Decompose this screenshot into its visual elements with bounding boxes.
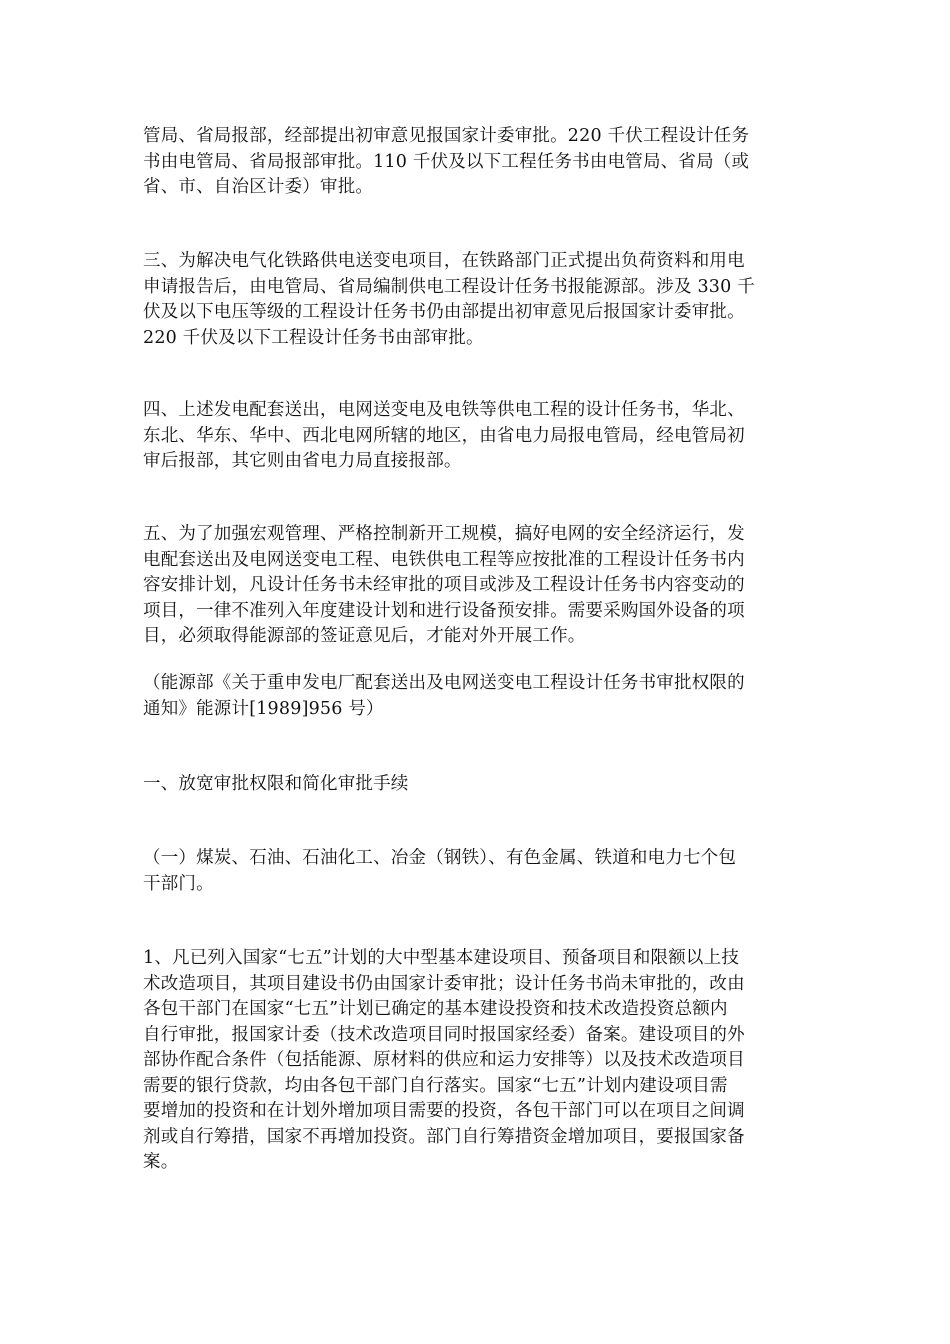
text-line: 220 千伏及以下工程设计任务书由部审批。 (143, 327, 484, 348)
text-line: 伏及以下电压等级的工程设计任务书仍由部提出初审意见后报国家计委审批。 (143, 302, 745, 322)
text-line: 管局、省局报部，经部提出初审意见报国家计委审批。220 千伏工程设计任务 (143, 126, 750, 146)
text-line: 案。 (143, 1152, 179, 1172)
text-line: 部协作配合条件（包括能源、原材料的供应和运力安排等）以及技术改造项目 (143, 1050, 745, 1070)
text-line: 目，必须取得能源部的签证意见后，才能对外开展工作。 (143, 626, 586, 646)
text-line: 通知》能源计[1989]956 号） (143, 698, 384, 719)
text-line: 三、为解决电气化铁路供电送变电项目，在铁路部门正式提出负荷资料和用电 (143, 251, 745, 271)
text-line: 各包干部门在国家“七五”计划已确定的基本建设投资和技术改造投资总额内 (143, 999, 728, 1019)
paragraph-source-citation (143, 671, 808, 722)
text-line: 省、市、自治区计委）审批。 (143, 177, 374, 197)
text-line: 干部门。 (143, 873, 214, 894)
text-line: 电配套送出及电网送变电工程、电铁供电工程等应按批准的工程设计任务书内 (143, 549, 745, 570)
text-line: 申请报告后，由电管局、省局编制供电工程设计任务书报能源部。涉及 330 千 (143, 276, 755, 297)
text-line: 审后报部，其它则由省电力局直接报部。 (143, 451, 462, 471)
text-line: 四、上述发电配套送出，电网送变电及电铁等供电工程的设计任务书，华北、 (143, 400, 745, 420)
text-line: 剂或自行筹措，国家不再增加投资。部门自行筹措资金增加项目，要报国家备 (143, 1126, 745, 1147)
text-line: 需要的银行贷款，均由各包干部门自行落实。国家“七五”计划内建设项目需 (143, 1075, 728, 1096)
paragraph-section-five (143, 522, 808, 650)
text-line: 术改造项目，其项目建设书仍由国家计委审批；设计任务书尚未审批的，改由 (143, 973, 745, 994)
text-line: 项目，一律不准列入年度建设计划和进行设备预安排。需要采购国外设备的项 (143, 600, 745, 621)
text-line: （能源部《关于重申发电厂配套送出及电网送变电工程设计任务书审批权限的 (143, 673, 745, 693)
section-heading-relax-approval (143, 772, 808, 798)
paragraph-subsection-one (143, 846, 808, 897)
paragraph-section-four (143, 398, 808, 475)
text-line: 自行审批，报国家计委（技术改造项目同时报国家经委）备案。建设项目的外 (143, 1024, 745, 1045)
text-line: 东北、华东、华中、西北电网所辖的地区，由省电力局报电管局，经电管局初 (143, 425, 745, 446)
text-line: 一、放宽审批权限和简化审批手续 (143, 774, 409, 794)
text-line: 1、凡已列入国家“七五”计划的大中型基本建设项目、预备项目和限额以上技 (143, 948, 740, 968)
paragraph-approval-authority (143, 124, 808, 201)
text-line: 容安排计划，凡设计任务书未经审批的项目或涉及工程设计任务书内容变动的 (143, 575, 745, 595)
text-line: 书由电管局、省局报部审批。110 千伏及以下工程任务书由电管局、省局（或 (143, 151, 750, 172)
text-line: （一）煤炭、石油、石油化工、冶金（钢铁）、有色金属、铁道和电力七个包 (143, 848, 737, 868)
text-line: 要增加的投资和在计划外增加项目需要的投资，各包干部门可以在项目之间调 (143, 1101, 745, 1121)
paragraph-item-one (143, 946, 808, 1176)
text-line: 五、为了加强宏观管理、严格控制新开工规模，搞好电网的安全经济运行，发 (143, 524, 745, 544)
paragraph-section-three (143, 249, 808, 351)
